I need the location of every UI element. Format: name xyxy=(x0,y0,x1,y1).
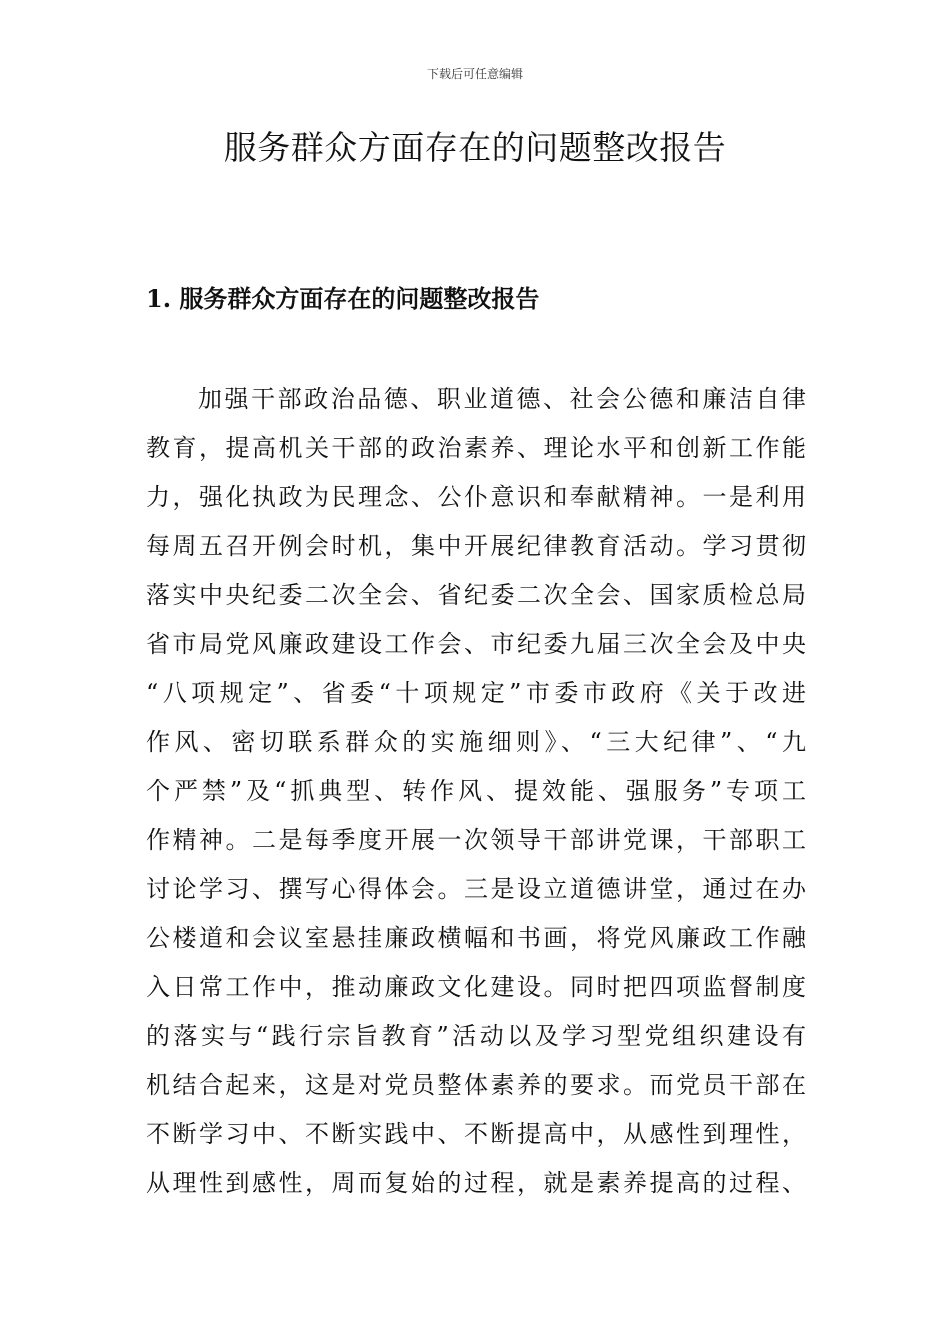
body-line: 省市局党风廉政建设工作会、市纪委九届三次全会及中央 xyxy=(146,630,806,658)
body-line: 讨论学习、撰写心得体会。三是设立道德讲堂，通过在办 xyxy=(146,875,806,903)
body-line: 从理性到感性，周而复始的过程，就是素养提高的过程、 xyxy=(146,1169,806,1197)
section-heading: 1. 服务群众方面存在的问题整改报告 xyxy=(146,284,540,313)
body-line: 教育，提高机关干部的政治素养、理论水平和创新工作能 xyxy=(146,434,806,462)
document-title: 服务群众方面存在的问题整改报告 xyxy=(223,128,727,167)
body-line: 机结合起来，这是对党员整体素养的要求。而党员干部在 xyxy=(146,1071,806,1099)
body-line: “八项规定”、省委“十项规定”市委市政府《关于改进 xyxy=(146,679,806,707)
body-paragraph xyxy=(146,375,806,1208)
body-line: 不断学习中、不断实践中、不断提高中，从感性到理性， xyxy=(146,1120,806,1148)
body-line: 加强干部政治品德、职业道德、社会公德和廉洁自律 xyxy=(198,385,806,413)
body-line: 作精神。二是每季度开展一次领导干部讲党课，干部职工 xyxy=(146,826,806,854)
body-line: 力，强化执政为民理念、公仆意识和奉献精神。一是利用 xyxy=(146,483,806,511)
header-note: 下载后可任意编辑 xyxy=(426,67,523,81)
body-line: 公楼道和会议室悬挂廉政横幅和书画，将党风廉政工作融 xyxy=(146,924,806,952)
body-line: 落实中央纪委二次全会、省纪委二次全会、国家质检总局 xyxy=(146,581,806,609)
body-line: 的落实与“践行宗旨教育”活动以及学习型党组织建设有 xyxy=(146,1022,806,1050)
body-line: 入日常工作中，推动廉政文化建设。同时把四项监督制度 xyxy=(146,973,806,1001)
body-line: 每周五召开例会时机，集中开展纪律教育活动。学习贯彻 xyxy=(146,532,806,560)
body-line: 作风、密切联系群众的实施细则》、“三大纪律”、“九 xyxy=(146,728,806,756)
body-line: 个严禁”及“抓典型、转作风、提效能、强服务”专项工 xyxy=(146,777,806,805)
